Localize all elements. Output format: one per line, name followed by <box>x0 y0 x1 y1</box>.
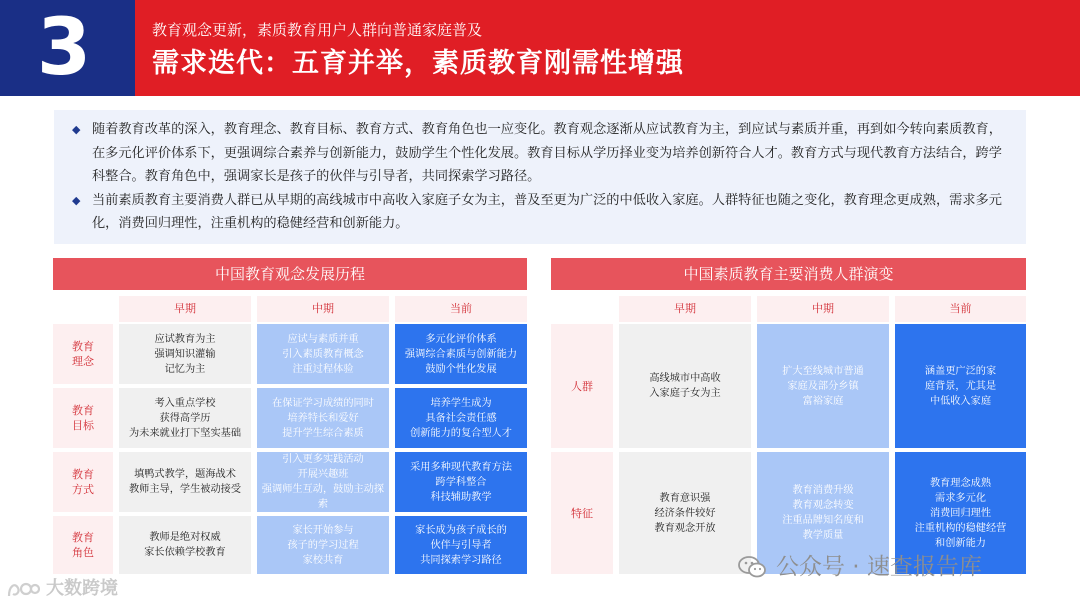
left-col-head-early: 早期 <box>119 296 251 322</box>
right-cell-audience-now: 涵盖更广泛的家 庭背景，尤其是 中低收入家庭 <box>895 324 1026 448</box>
left-cell-goal-mid: 在保证学习成绩的同时 培养特长和爱好 提升学生综合素质 <box>257 388 389 448</box>
right-col-head-early: 早期 <box>619 296 751 322</box>
watermark-right <box>738 550 982 584</box>
left-cell-method-now: 采用多种现代教育方法 跨学科整合 科技辅助教学 <box>395 452 527 512</box>
right-row-head-audience: 人群 <box>551 324 613 448</box>
left-cell-concept-mid: 应试与素质并重 引入素质教育概念 注重过程体验 <box>257 324 389 384</box>
intro-paragraph-2-text: 当前素质教育主要消费人群已从早期的高线城市中高收入家庭子女为主，普及至更为广泛的中低收入家庭。人群特征也随之变化，教育理念更成熟，需求多元化，消费回归理性，注重机构的稳健经营和创新能力。 <box>92 192 1002 231</box>
left-cell-concept-now: 多元化评价体系 强调综合素质与创新能力 鼓励个性化发展 <box>395 324 527 384</box>
right-col-head-now: 当前 <box>895 296 1026 322</box>
left-row-head-concept: 教育 理念 <box>53 324 113 384</box>
right-table-title: 中国素质教育主要消费人群演变 <box>551 258 1026 290</box>
left-row-head-role: 教育 角色 <box>53 516 113 574</box>
right-cell-audience-early: 高线城市中高收 入家庭子女为主 <box>619 324 751 448</box>
watermark-left <box>6 574 118 604</box>
right-cell-traits-mid: 教育消费升级 教育观念转变 注重品牌知名度和 教学质量 <box>757 452 889 574</box>
left-cell-role-mid: 家长开始参与 孩子的学习过程 家校共育 <box>257 516 389 574</box>
intro-paragraph-2 <box>72 189 1006 236</box>
section-number: 3 <box>36 3 92 93</box>
left-cell-goal-early: 考入重点学校 获得高学历 为未来就业打下坚实基础 <box>119 388 251 448</box>
left-table-title: 中国教育观念发展历程 <box>53 258 527 290</box>
page-title: 需求迭代：五育并举，素质教育刚需性增强 <box>152 48 684 79</box>
brand-logo-icon <box>6 578 40 600</box>
left-cell-method-mid: 引入更多实践活动 开展兴趣班 强调师生互动，鼓励主动探索 <box>257 452 389 512</box>
header-banner <box>0 0 1080 96</box>
left-row-head-goal: 教育 目标 <box>53 388 113 448</box>
diamond-bullet-icon: ◆ <box>72 193 81 207</box>
watermark-left-text: 大数跨境 <box>46 578 118 599</box>
right-col-head-mid: 中期 <box>757 296 889 322</box>
left-cell-role-early: 教师是绝对权威 家长依赖学校教育 <box>119 516 251 574</box>
intro-box <box>54 110 1026 244</box>
left-row-head-method: 教育 方式 <box>53 452 113 512</box>
page-subtitle: 教育观念更新，素质教育用户人群向普通家庭普及 <box>152 21 483 39</box>
left-col-head-now: 当前 <box>395 296 527 322</box>
watermark-right-text: 公众号 · 速查报告库 <box>776 554 982 580</box>
left-cell-goal-now: 培养学生成为 具备社会责任感 创新能力的复合型人才 <box>395 388 527 448</box>
left-cell-concept-early: 应试教育为主 强调知识灌输 记忆为主 <box>119 324 251 384</box>
intro-paragraph-1 <box>72 118 1006 189</box>
right-cell-traits-now: 教育理念成熟 需求多元化 消费回归理性 注重机构的稳健经营 和创新能力 <box>895 452 1026 574</box>
left-cell-method-early: 填鸭式教学，题海战术 教师主导，学生被动接受 <box>119 452 251 512</box>
wechat-icon <box>738 555 766 579</box>
diamond-bullet-icon: ◆ <box>72 123 81 136</box>
left-col-head-mid: 中期 <box>257 296 389 322</box>
right-cell-traits-early: 教育意识强 经济条件较好 教育观念开放 <box>619 452 751 574</box>
intro-paragraph-1-text: 随着教育改革的深入，教育理念、教育目标、教育方式、教育角色也一应变化。教育观念逐渐从应试教育为主，到应试与素质并重，再到如今转向素质教育，在多元化评价体系下，更强调综合素养与创新能力，鼓励学生个性化发展。教育目标从学历择业变为培养创新符合人才。教育方式与现代教育方法结合，跨学科整合。教育角色中，强调家长是孩子的伙伴与引导者，共同探索学习路径。 <box>92 122 1002 184</box>
right-row-head-traits: 特征 <box>551 452 613 574</box>
right-cell-audience-mid: 扩大至线城市普通 家庭及部分乡镇 富裕家庭 <box>757 324 889 448</box>
left-cell-role-now: 家长成为孩子成长的 伙伴与引导者 共同探索学习路径 <box>395 516 527 574</box>
